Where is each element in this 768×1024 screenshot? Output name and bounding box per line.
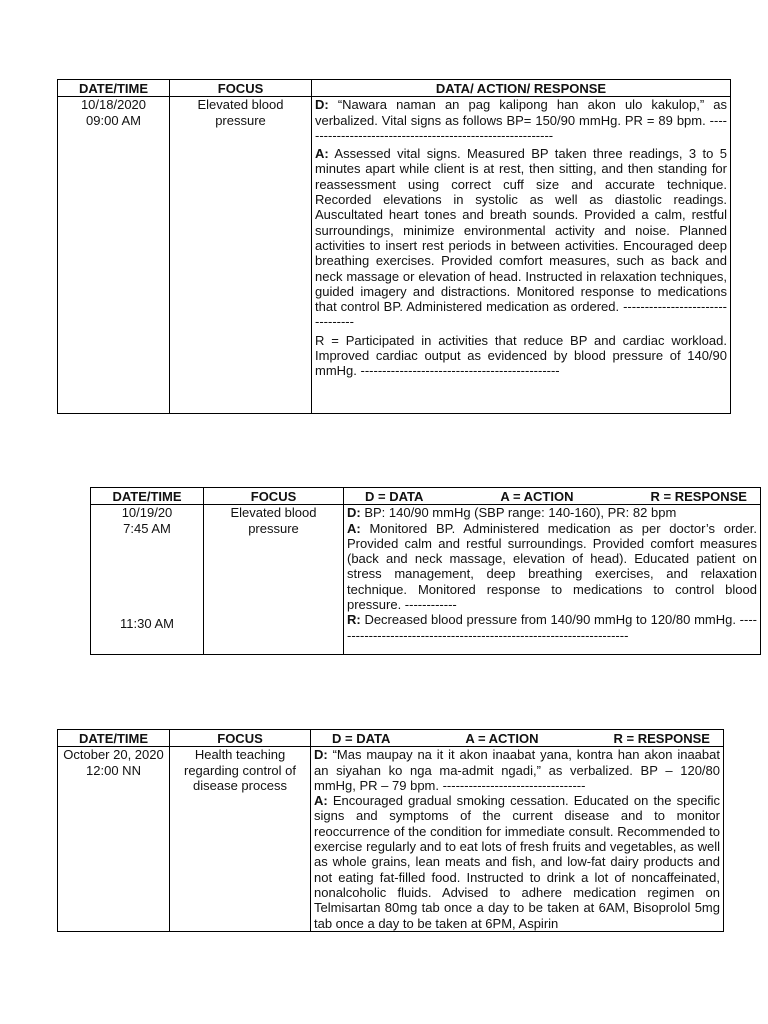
header-focus: FOCUS (170, 80, 312, 97)
action-paragraph (314, 793, 720, 931)
data-text: BP: 140/90 mmHg (SBP range: 140-160), PR: 82 bpm (364, 505, 677, 521)
data-paragraph (315, 97, 727, 143)
date-time-cell (58, 747, 170, 932)
header-a-action: A = ACTION (500, 489, 574, 504)
header-focus: FOCUS (170, 730, 311, 747)
entry-date: 10/18/2020 (80, 97, 147, 113)
nurses-notes-table-2 (90, 487, 761, 655)
entry-date: October 20, 2020 (63, 747, 164, 763)
action-text: Monitored BP. Administered medication as per doctor’s order. Provided calm and restful surroundings. Provided comfort measures (back and neck massage, elevation of head). Educated patient on stress management, deep breathing exercises, and relaxation technique. Monitored response to medications to control blood pressure. ------------ (347, 520, 757, 613)
dar-cell (312, 97, 731, 414)
response-paragraph (347, 612, 757, 643)
entry-time: 12:00 NN (86, 762, 141, 778)
header-d-data: D = DATA (332, 731, 391, 746)
focus-cell: Elevated blood pressure (170, 97, 312, 414)
data-paragraph (314, 747, 720, 793)
dar-cell (344, 505, 761, 655)
header-dar (311, 730, 724, 747)
action-paragraph (315, 146, 727, 330)
action-text: Encouraged gradual smoking cessation. Educated on the specific signs and symptoms of the current disease and to monitor reoccurrence of the condition for immediate consult. Recommended to exercise regularly and to eat lots of fresh fruits and vegetables, as well as whole grains, lean meats and fish, and low-fat dairy products and not eating fat-filled food. Instructed to drink a lot of noncaffeinated, nonalcoholic fluids. Advised to adhere medication regimen on Telmisartan 80mg tab once a day to be taken at 6AM, Bisoprolol 5mg tab once a day to be taken at 6PM, Aspirin (314, 793, 720, 931)
table-row (91, 505, 761, 655)
response-tag: R: (347, 612, 361, 628)
header-date-time: DATE/TIME (91, 488, 204, 505)
nurses-notes-table-3 (57, 729, 724, 932)
data-tag: D: (347, 505, 361, 521)
entry-time-response: 11:30 AM (120, 615, 174, 631)
focus-cell: Health teaching regarding control of disease process (170, 747, 311, 932)
response-text: Decreased blood pressure from 140/90 mmHg to 120/80 mmHg. --------------------------------------------------------------------- (347, 612, 757, 643)
entry-time: 7:45 AM (123, 520, 171, 536)
data-tag: D: (314, 747, 328, 763)
data-text: “Nawara naman an pag kalipong han akon ulo kakulop,” as verbalized. Vital signs as follows BP= 150/90 mmHg. PR = 89 bpm. ----------------------------------------------------------- (315, 97, 727, 143)
header-dar: DATA/ ACTION/ RESPONSE (312, 80, 731, 97)
entry-date: 10/19/20 (121, 505, 173, 521)
data-paragraph (347, 505, 757, 520)
action-tag: A: (347, 520, 361, 536)
table-header-row (58, 730, 724, 747)
header-date-time: DATE/TIME (58, 730, 170, 747)
table-row (58, 97, 731, 414)
data-tag: D: (315, 97, 329, 113)
table-header-row (58, 80, 731, 97)
date-time-cell (58, 97, 170, 414)
action-paragraph (347, 521, 757, 613)
entry-time: 09:00 AM (86, 112, 141, 128)
header-focus: FOCUS (204, 488, 344, 505)
header-r-response: R = RESPONSE (650, 489, 747, 504)
table-row (58, 747, 724, 932)
header-date-time: DATE/TIME (58, 80, 170, 97)
date-time-cell (91, 505, 204, 655)
table-header-row (91, 488, 761, 505)
header-d-data: D = DATA (365, 489, 424, 504)
header-r-response: R = RESPONSE (613, 731, 710, 746)
dar-cell (311, 747, 724, 932)
response-paragraph: R = Participated in activities that reduce BP and cardiac workload. Improved cardiac output as evidenced by blood pressure of 140/90 mmHg. ---------------------------------------------- (315, 332, 727, 379)
action-text: Assessed vital signs. Measured BP taken three readings, 3 to 5 minutes apart while client is at rest, then sitting, and then standing for reassessment using correct cuff size and accurate technique. Recorded elevations in systolic as well as diastolic readings. Auscultated heart tones and breath sounds. Provided a calm, restful surroundings, minimize environmental activity and noise. Planned activities to insert rest periods in between activities. Encouraged deep breathing exercises. Provided comfort measures, such as back and neck massage or elevation of head. Instructed in relaxation techniques, guided imagery and distractions. Monitored response to medications that control BP. Administered medication as ordered. --------------------------------- (315, 146, 727, 330)
nurses-notes-table-1 (57, 79, 731, 414)
header-a-action: A = ACTION (465, 731, 539, 746)
action-tag: A: (315, 146, 329, 162)
header-dar (344, 488, 761, 505)
data-text: “Mas maupay na it it akon inaabat yana, kontra han akon inaabat an siyahan ko nga ma-admit ngadi,” as verbalized. BP – 120/80 mmHg, PR – 79 bpm. --------------------------------- (314, 747, 720, 793)
focus-cell: Elevated blood pressure (204, 505, 344, 655)
action-tag: A: (314, 793, 328, 809)
